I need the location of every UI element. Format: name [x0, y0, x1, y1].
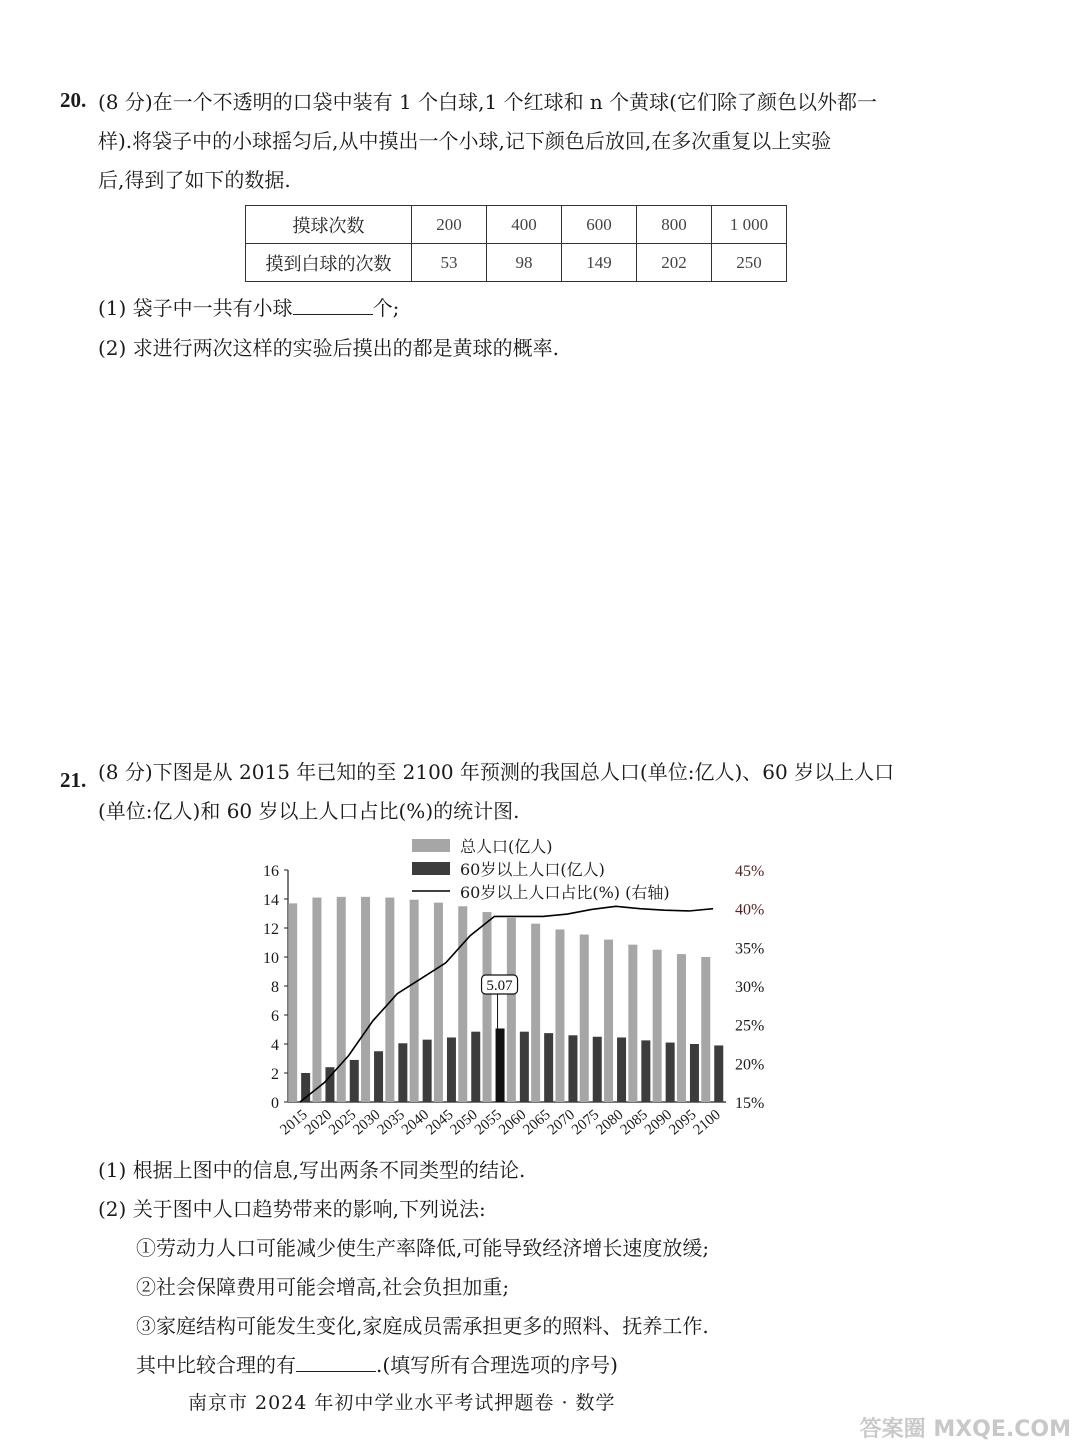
bar-total-population — [628, 945, 637, 1102]
legend-label-ratio: 60岁以上人口占比(%) (右轴) — [460, 883, 670, 902]
bar-total-population — [677, 954, 686, 1102]
y-right-tick-label: 25% — [735, 1017, 765, 1035]
q21-sub-1: (1) 根据上图中的信息,写出两条不同类型的结论. — [98, 1158, 526, 1182]
table-cell: 250 — [712, 244, 787, 282]
legend-label-total: 总人口(亿人) — [460, 837, 553, 856]
x-tick-label: 2045 — [423, 1106, 457, 1139]
y-left-tick-label: 8 — [271, 979, 279, 996]
y-right-tick-label: 20% — [735, 1056, 765, 1074]
q21-line-2: (单位:亿人)和 60 岁以上人口占比(%)的统计图. — [98, 799, 520, 823]
q20-table — [245, 205, 787, 282]
q21-line-1: (8 分)下图是从 2015 年已知的至 2100 年预测的我国总人口(单位:亿人)、60 岁以上人口 — [98, 760, 895, 784]
bar-total-population — [337, 897, 346, 1102]
y-left-tick-label: 16 — [263, 863, 279, 880]
x-tick-label: 2085 — [617, 1106, 651, 1139]
bar-elderly-population — [714, 1045, 723, 1102]
x-tick-label: 2050 — [447, 1106, 481, 1139]
answer-blank[interactable] — [296, 1351, 376, 1372]
x-tick-label: 2025 — [326, 1106, 360, 1139]
x-tick-label: 2090 — [641, 1106, 676, 1139]
x-tick-label: 2020 — [301, 1106, 336, 1139]
table-cell: 53 — [412, 244, 487, 282]
y-left-tick-label: 12 — [263, 921, 279, 938]
bar-elderly-population — [350, 1060, 359, 1102]
y-right-tick-label: 15% — [735, 1095, 765, 1112]
x-tick-label: 2065 — [520, 1106, 554, 1139]
x-tick-label: 2080 — [593, 1106, 627, 1139]
bar-elderly-population — [496, 1028, 505, 1102]
legend-swatch-elderly — [412, 862, 450, 875]
y-left-tick-label: 10 — [263, 950, 279, 967]
table-row — [246, 244, 787, 282]
y-right-tick-label: 40% — [735, 901, 765, 919]
answer-blank[interactable] — [293, 294, 373, 315]
bar-elderly-population — [398, 1043, 407, 1102]
q20-sub-2: (2) 求进行两次这样的实验后摸出的都是黄球的概率. — [98, 336, 560, 360]
q21-answer-line — [136, 1345, 618, 1385]
q20-sub-1 — [98, 288, 399, 328]
bar-elderly-population — [447, 1037, 456, 1102]
q21-option-1: ①劳动力人口可能减少使生产率降低,可能导致经济增长速度放缓; — [136, 1236, 710, 1260]
bar-total-population — [483, 912, 492, 1102]
bar-elderly-population — [520, 1032, 529, 1102]
table-cell: 202 — [637, 244, 712, 282]
x-tick-label: 2035 — [374, 1106, 408, 1139]
bar-total-population — [458, 906, 467, 1102]
watermark: 答案圈 MXQE.COM — [859, 1417, 1071, 1442]
q21-number: 21. — [60, 768, 87, 792]
bar-total-population — [312, 898, 321, 1102]
page-footer: 南京市 2024 年初中学业水平考试押题卷 · 数学 — [188, 1392, 616, 1414]
x-tick-label: 2055 — [471, 1106, 506, 1139]
x-tick-label: 2040 — [398, 1106, 433, 1139]
bar-total-population — [555, 929, 564, 1102]
bar-elderly-population — [690, 1044, 699, 1102]
table-cell: 摸到白球的次数 — [246, 244, 412, 282]
q20-line-1: (8 分)在一个不透明的口袋中装有 1 个白球,1 个红球和 n 个黄球(它们除了颜色以外都一 — [98, 90, 877, 114]
bar-total-population — [434, 903, 443, 1102]
bar-elderly-population — [568, 1035, 577, 1102]
q21-answer-tail: .(填写所有合理选项的序号) — [376, 1353, 618, 1377]
table-cell: 200 — [412, 206, 487, 244]
callout-label: 5.07 — [486, 978, 513, 994]
y-left-tick-label: 6 — [271, 1008, 279, 1025]
x-tick-label: 2075 — [569, 1106, 603, 1139]
y-left-tick-label: 4 — [271, 1037, 279, 1054]
bar-elderly-population — [544, 1033, 553, 1102]
table-cell: 400 — [487, 206, 562, 244]
x-tick-label: 2070 — [544, 1106, 579, 1139]
table-cell: 摸球次数 — [246, 206, 412, 244]
q20-sub-1-text: (1) 袋子中一共有小球 — [98, 296, 293, 320]
bar-total-population — [410, 900, 419, 1102]
y-right-tick-label: 30% — [735, 979, 765, 996]
bar-elderly-population — [471, 1032, 480, 1102]
y-left-tick-label: 2 — [271, 1066, 279, 1083]
q21-sub-2: (2) 关于图中人口趋势带来的影响,下列说法: — [98, 1197, 486, 1221]
x-tick-label: 2095 — [666, 1106, 700, 1139]
q20-line-2: 样).将袋子中的小球摇匀后,从中摸出一个小球,记下颜色后放回,在多次重复以上实验 — [98, 129, 832, 153]
bar-total-population — [604, 940, 613, 1102]
table-row — [246, 206, 787, 244]
table-cell: 1 000 — [712, 206, 787, 244]
bar-total-population — [507, 918, 516, 1102]
bar-elderly-population — [666, 1043, 675, 1102]
bar-total-population — [531, 924, 540, 1102]
x-tick-label: 2100 — [690, 1106, 724, 1139]
q20-sub-1-tail: 个; — [372, 296, 400, 320]
y-left-tick-label: 14 — [263, 892, 279, 909]
bar-total-population — [385, 898, 394, 1102]
bar-total-population — [288, 903, 297, 1102]
q21-option-2: ②社会保障费用可能会增高,社会负担加重; — [136, 1275, 510, 1299]
x-tick-label: 2015 — [277, 1106, 311, 1139]
bar-elderly-population — [423, 1040, 432, 1102]
x-tick-label: 2060 — [496, 1106, 530, 1139]
legend-label-elderly: 60岁以上人口(亿人) — [460, 860, 605, 879]
y-right-tick-label: 45% — [735, 863, 765, 880]
x-tick-label: 2030 — [350, 1106, 384, 1139]
bar-total-population — [580, 935, 589, 1102]
y-left-tick-label: 0 — [271, 1095, 279, 1112]
population-chart — [245, 830, 785, 1150]
q20-line-3: 后,得到了如下的数据. — [98, 168, 291, 192]
bar-elderly-population — [641, 1040, 650, 1102]
bar-total-population — [361, 897, 370, 1102]
bar-elderly-population — [617, 1037, 626, 1102]
table-cell: 98 — [487, 244, 562, 282]
bar-elderly-population — [593, 1037, 602, 1102]
q20-number: 20. — [60, 88, 87, 112]
y-right-tick-label: 35% — [735, 940, 765, 958]
q21-option-3: ③家庭结构可能发生变化,家庭成员需承担更多的照料、抚养工作. — [136, 1314, 709, 1338]
legend-swatch-total — [412, 839, 450, 852]
table-cell: 800 — [637, 206, 712, 244]
bar-total-population — [653, 950, 662, 1102]
table-cell: 600 — [562, 206, 637, 244]
bar-elderly-population — [374, 1051, 383, 1102]
bar-total-population — [701, 957, 710, 1102]
q21-answer-text: 其中比较合理的有 — [136, 1353, 296, 1377]
table-cell: 149 — [562, 244, 637, 282]
